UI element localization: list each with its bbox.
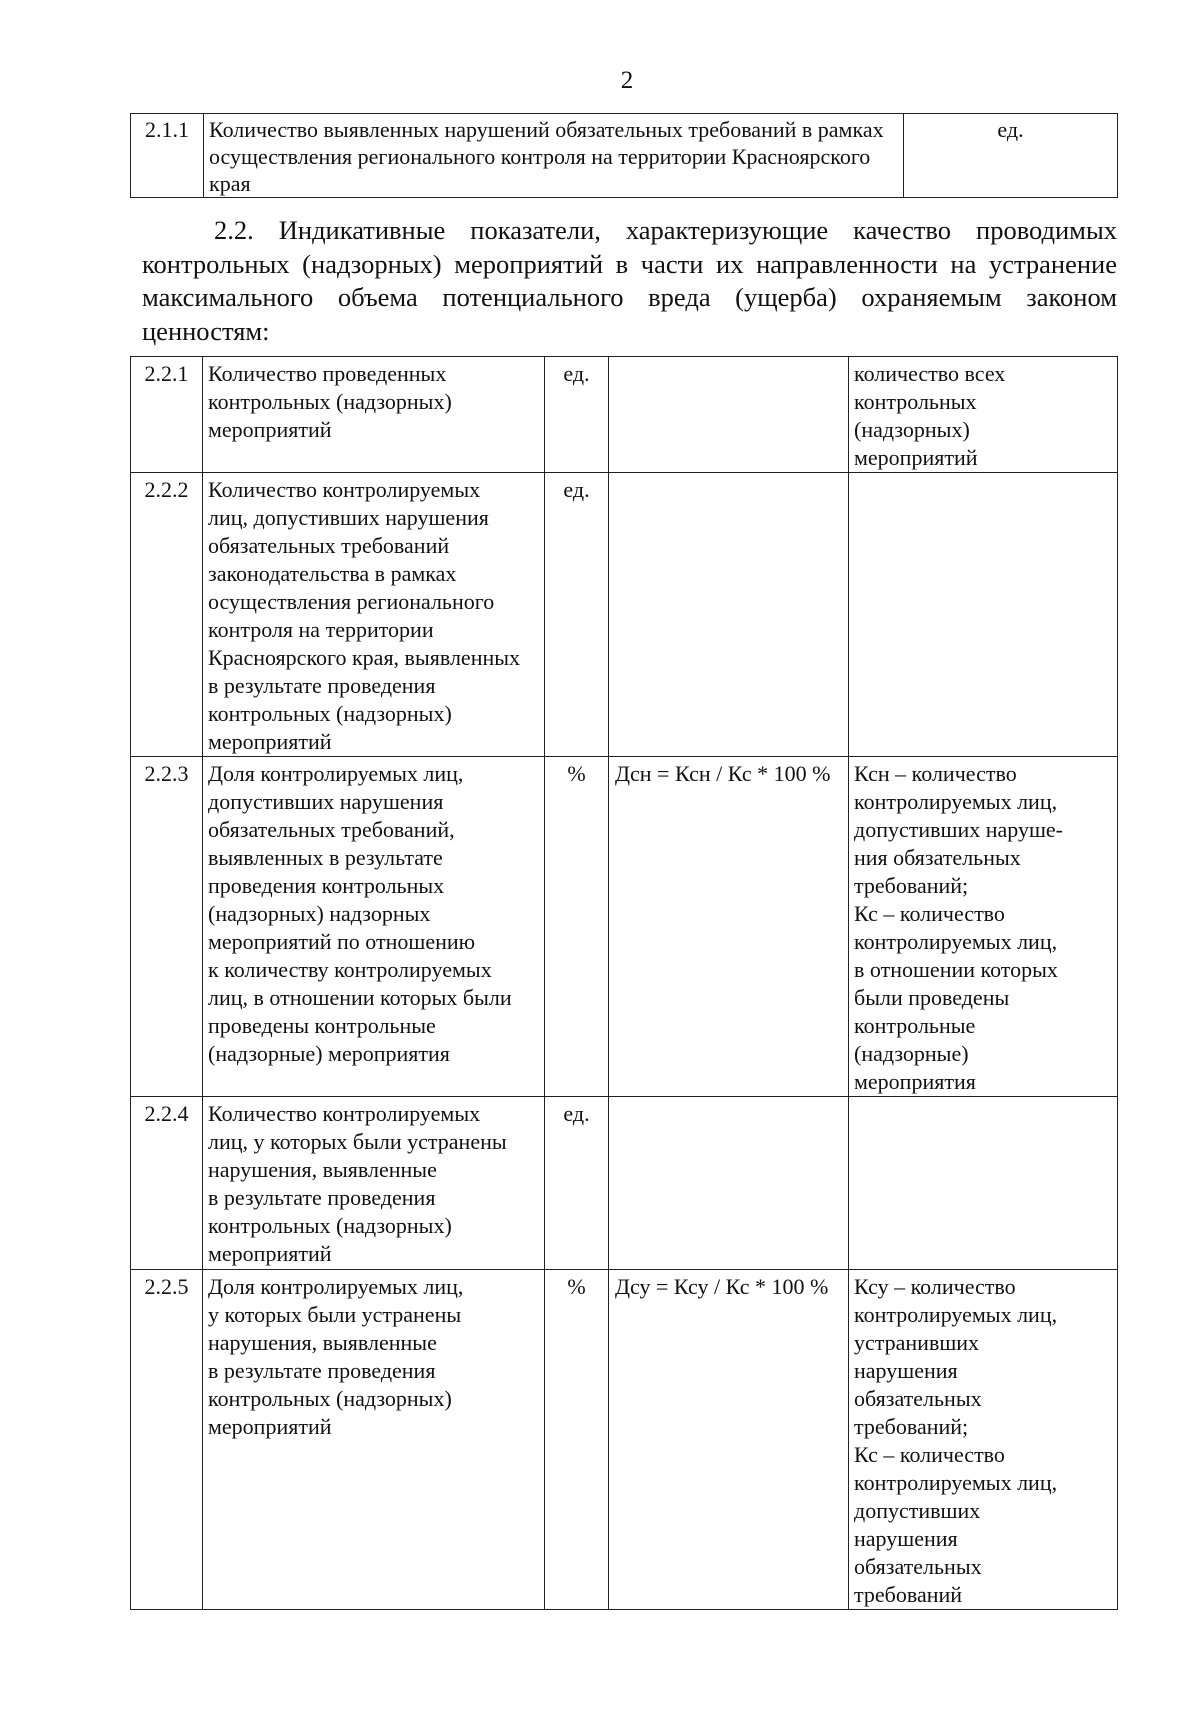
table-row bbox=[131, 473, 1118, 757]
comment: количество всех контрольных (надзорных) мероприятий bbox=[849, 357, 1118, 473]
row-number: 2.2.1 bbox=[131, 357, 203, 473]
section-2-2-heading: 2.2. Индикативные показатели, характеризующие качество проводимых контрольных (надзорных) мероприятий в части их направленности на устранение максимального объема потенциального вреда (ущерба) охраняемым законом ценностям: bbox=[142, 215, 1117, 346]
formula bbox=[609, 473, 849, 757]
unit-of-measure: ед. bbox=[545, 1097, 609, 1270]
formula bbox=[609, 357, 849, 473]
indicator-name: Доля контролируемых лиц, допустивших нарушения обязательных требований, выявленных в результате проведения контрольных (надзорных) надзорных мероприятий по отношению к количеству контролируемых лиц, в отношении которых были проведены контрольные (надзорные) мероприятия bbox=[203, 757, 545, 1097]
table-row bbox=[131, 757, 1118, 1097]
row-number: 2.2.4 bbox=[131, 1097, 203, 1270]
indicator-name: Количество контролируемых лиц, допустивших нарушения обязательных требований законодательства в рамках осуществления регионального контроля на территории Красноярского края, выявленных в результате проведения контрольных (надзорных) мероприятий bbox=[203, 473, 545, 757]
table-row bbox=[131, 1097, 1118, 1270]
unit-of-measure: ед. bbox=[545, 473, 609, 757]
comment: Ксн – количество контролируемых лиц, допустивших наруше- ния обязательных требований; Кс – количество контролируемых лиц, в отношении которых были проведены контрольные (надзорные) мероприятия bbox=[849, 757, 1118, 1097]
formula: Дсу = Ксу / Кс * 100 % bbox=[609, 1270, 849, 1610]
unit-of-measure: % bbox=[545, 1270, 609, 1610]
indicator-name: Количество выявленных нарушений обязательных требований в рамках осуществления регионального контроля на территории Красноярского края bbox=[204, 114, 904, 198]
unit-of-measure: ед. bbox=[904, 114, 1118, 198]
indicators-table-2-1 bbox=[130, 113, 1118, 198]
page-number: 2 bbox=[620, 67, 634, 94]
comment: Ксу – количество контролируемых лиц, устранивших нарушения обязательных требований; Кс – количество контролируемых лиц, допустивших нарушения обязательных требований bbox=[849, 1270, 1118, 1610]
indicator-name: Количество контролируемых лиц, у которых были устранены нарушения, выявленные в результате проведения контрольных (надзорных) мероприятий bbox=[203, 1097, 545, 1270]
table-row bbox=[131, 114, 1118, 198]
row-number: 2.1.1 bbox=[131, 114, 204, 198]
comment bbox=[849, 473, 1118, 757]
formula bbox=[609, 1097, 849, 1270]
row-number: 2.2.3 bbox=[131, 757, 203, 1097]
row-number: 2.2.5 bbox=[131, 1270, 203, 1610]
formula: Дсн = Ксн / Кс * 100 % bbox=[609, 757, 849, 1097]
unit-of-measure: % bbox=[545, 757, 609, 1097]
indicators-table-2-2 bbox=[130, 356, 1118, 1610]
unit-of-measure: ед. bbox=[545, 357, 609, 473]
table-row bbox=[131, 357, 1118, 473]
row-number: 2.2.2 bbox=[131, 473, 203, 757]
indicator-name: Количество проведенных контрольных (надзорных) мероприятий bbox=[203, 357, 545, 473]
indicator-name: Доля контролируемых лиц, у которых были устранены нарушения, выявленные в результате проведения контрольных (надзорных) мероприятий bbox=[203, 1270, 545, 1610]
comment bbox=[849, 1097, 1118, 1270]
table-row bbox=[131, 1270, 1118, 1610]
